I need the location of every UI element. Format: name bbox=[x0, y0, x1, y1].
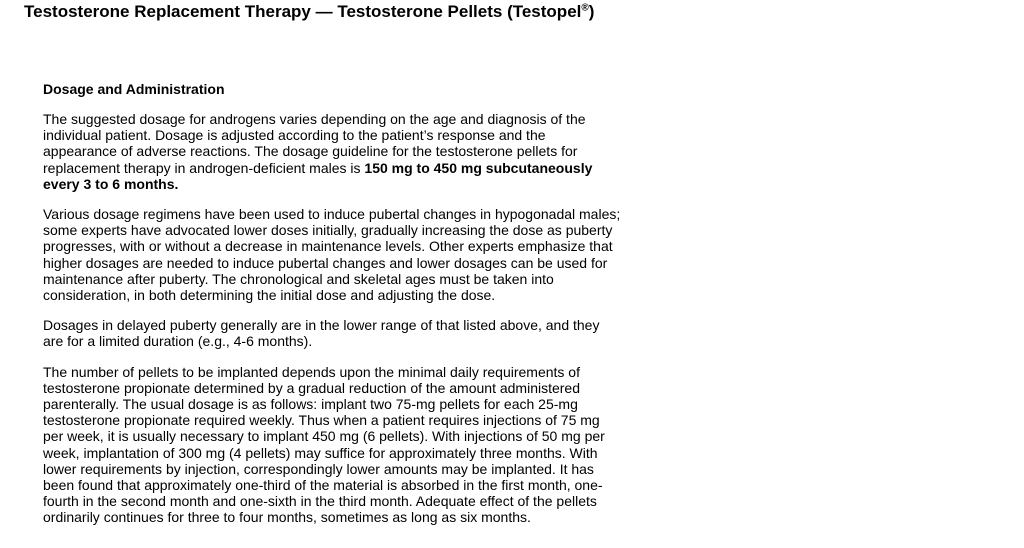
registered-mark: ® bbox=[581, 2, 589, 14]
dosage-section bbox=[43, 80, 623, 540]
page-title bbox=[24, 2, 594, 22]
paragraph-pellet-count: The number of pellets to be implanted depends upon the minimal daily requirements of testosterone propionate determined by a gradual reduction of the amount administered parenterally. The usual dosage is as follows: implant two 75-mg pellets for each 25-mg testosterone propionate required weekly. Thus when a patient requires injections of 75 mg per week, it is usually necessary to implant 450 mg (6 pellets). With injections of 50 mg per week, implantation of 300 mg (4 pellets) may suffice for approximately three months. With lower requirements by injection, correspondingly lower amounts may be implanted. It has been found that approximately one-third of the material is absorbed in the first month, one-fourth in the second month and one-sixth in the third month. Adequate effect of the pellets ordinarily continues for three to four months, sometimes as long as six months. bbox=[43, 363, 605, 526]
page-title-end: ) bbox=[588, 2, 595, 21]
dosage-highlight: 150 mg to 450 mg subcutaneously every 3 to 6 months. bbox=[43, 159, 593, 192]
paragraph-delayed-puberty: Dosages in delayed puberty generally are in the lower range of that listed above, and they are for a limited duration (e.g., 4-6 months). bbox=[43, 317, 600, 350]
section-heading: Dosage and Administration bbox=[43, 81, 225, 97]
paragraph-pubertal-regimens: Various dosage regimens have been used to induce pubertal changes in hypogonadal males; some experts have advocated lower doses initially, gradually increasing the dose as puberty progresses, with or without a decrease in maintenance levels. Other experts emphasize that higher dosages are needed to induce pubertal changes and lower dosages can be used for maintenance after puberty. The chronological and skeletal ages must be taken into consideration, in both determining the initial dose and adjusting the dose. bbox=[43, 206, 621, 304]
page-title-text: Testosterone Replacement Therapy — Testosterone Pellets (Testopel bbox=[24, 2, 582, 21]
paragraph-dosage-guideline-text: The suggested dosage for androgens varies depending on the age and diagnosis of the individual patient. Dosage is adjusted according to the patient’s response and the appearance of adverse reactions. The dosage guideline for the testosterone pellets for replacement therapy in androgen-deficient males is bbox=[43, 111, 586, 176]
paragraph-dosage-guideline bbox=[43, 111, 623, 192]
